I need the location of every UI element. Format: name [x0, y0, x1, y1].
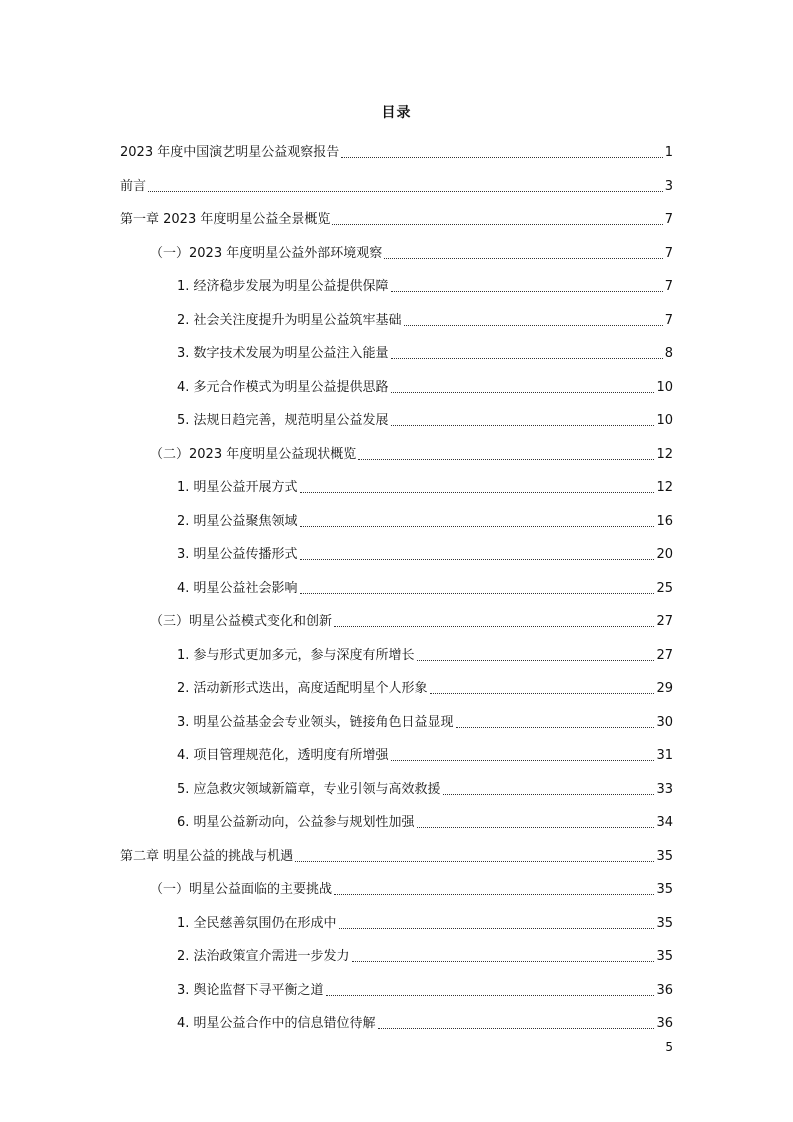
- toc-entry-label: 2. 法治政策宣介需进一步发力: [177, 949, 350, 964]
- toc-entry-subsection[interactable]: [177, 731, 673, 764]
- toc-entry-label: 第一章 2023 年度明星公益全景概览: [120, 212, 331, 227]
- toc-entry-subsection[interactable]: [177, 631, 673, 664]
- toc-entry-label: 6. 明星公益新动向，公益参与规划性加强: [177, 815, 415, 830]
- toc-entry-page: 10: [656, 413, 673, 428]
- toc-entry-page: 16: [656, 513, 673, 529]
- dot-leader: [339, 927, 655, 929]
- toc-entry-subsection[interactable]: [177, 296, 673, 329]
- toc-entry-label: 4. 项目管理规范化，透明度有所增强: [177, 748, 389, 763]
- toc-entry-page: 34: [656, 815, 673, 830]
- toc-entry-page: 35: [656, 848, 673, 864]
- toc-entry-subsection[interactable]: [177, 564, 673, 597]
- toc-entry-label: 第二章 明星公益的挑战与机遇: [120, 848, 294, 864]
- toc-entry-label: 4. 明星公益合作中的信息错位待解: [177, 1016, 376, 1031]
- toc-entry-page: 7: [664, 245, 673, 261]
- dot-leader: [417, 659, 655, 661]
- toc-entry-page: 7: [664, 279, 673, 294]
- dot-leader: [295, 860, 654, 862]
- toc-entry-label: 1. 参与形式更加多元，参与深度有所增长: [177, 647, 415, 663]
- page-number: 5: [665, 1040, 673, 1054]
- dot-leader: [334, 625, 654, 627]
- toc-entry-label: 2023 年度中国演艺明星公益观察报告: [120, 145, 340, 160]
- toc-entry-subsection[interactable]: [177, 497, 673, 530]
- toc-entry-page: 35: [656, 882, 673, 897]
- toc-entry-label: 1. 经济稳步发展为明星公益提供保障: [177, 279, 389, 294]
- toc-entry-section[interactable]: [150, 229, 673, 262]
- toc-entry-page: 27: [656, 614, 673, 629]
- toc-entry-chapter[interactable]: [120, 162, 673, 195]
- dot-leader: [300, 558, 655, 560]
- toc-entry-label: 2. 社会关注度提升为明星公益筑牢基础: [177, 312, 402, 328]
- dot-leader: [148, 190, 663, 192]
- toc-entry-subsection[interactable]: [177, 798, 673, 831]
- toc-entry-label: （一）明星公益面临的主要挑战: [150, 882, 333, 897]
- toc-entry-page: 27: [656, 647, 673, 663]
- toc-entry-subsection[interactable]: [177, 363, 673, 396]
- toc-entry-page: 33: [656, 781, 673, 797]
- toc-entry-subsection[interactable]: [177, 262, 673, 295]
- dot-leader: [443, 793, 655, 795]
- dot-leader: [300, 525, 655, 527]
- dot-leader: [300, 491, 655, 493]
- toc-entry-page: 1: [664, 145, 673, 160]
- toc-entry-page: 25: [656, 580, 673, 596]
- toc-entry-page: 10: [656, 379, 673, 395]
- toc-entry-label: 3. 数字技术发展为明星公益注入能量: [177, 346, 389, 361]
- toc-entry-page: 12: [656, 446, 673, 462]
- dot-leader: [352, 960, 655, 962]
- toc-entry-page: 7: [664, 212, 673, 227]
- toc-entry-page: 29: [656, 681, 673, 696]
- toc-entry-label: 3. 明星公益传播形式: [177, 547, 298, 562]
- dot-leader: [334, 893, 654, 895]
- toc-entry-label: （三）明星公益模式变化和创新: [150, 614, 333, 629]
- toc-entry-label: 1. 全民慈善氛围仍在形成中: [177, 915, 337, 931]
- toc-entry-page: 35: [656, 949, 673, 964]
- dot-leader: [391, 357, 663, 359]
- dot-leader: [341, 156, 663, 158]
- toc-entry-label: 3. 明星公益基金会专业领头，链接角色日益显现: [177, 714, 454, 730]
- toc-entry-subsection[interactable]: [177, 530, 673, 563]
- dot-leader: [378, 1027, 655, 1029]
- dot-leader: [391, 759, 655, 761]
- dot-leader: [300, 592, 655, 594]
- toc-entry-label: 4. 明星公益社会影响: [177, 580, 298, 596]
- dot-leader: [417, 826, 655, 828]
- toc-entry-subsection[interactable]: [177, 932, 673, 965]
- toc-entry-subsection[interactable]: [177, 966, 673, 999]
- dot-leader: [391, 424, 655, 426]
- dot-leader: [430, 692, 655, 694]
- toc-entry-page: 8: [664, 346, 673, 361]
- toc-entry-page: 30: [656, 714, 673, 730]
- toc-entry-label: （二）2023 年度明星公益现状概览: [150, 446, 357, 462]
- toc-entry-subsection[interactable]: [177, 999, 673, 1032]
- toc-entry-page: 31: [656, 748, 673, 763]
- toc-entry-label: 5. 应急救灾领域新篇章，专业引领与高效救援: [177, 781, 441, 797]
- toc-entry-page: 36: [656, 982, 673, 998]
- toc-entry-label: 3. 舆论监督下寻平衡之道: [177, 982, 324, 998]
- toc-entry-section[interactable]: [150, 597, 673, 630]
- toc-entry-page: 36: [656, 1016, 673, 1031]
- toc-entry-chapter[interactable]: [120, 832, 673, 865]
- toc-entry-subsection[interactable]: [177, 396, 673, 429]
- dot-leader: [391, 290, 663, 292]
- dot-leader: [391, 391, 655, 393]
- toc-entry-section[interactable]: [150, 865, 673, 898]
- toc-entry-subsection[interactable]: [177, 698, 673, 731]
- dot-leader: [384, 257, 663, 259]
- toc-entry-page: 12: [656, 480, 673, 495]
- toc-entry-label: 2. 明星公益聚焦领域: [177, 513, 298, 529]
- toc-title: 目录: [381, 105, 412, 121]
- toc-entry-subsection[interactable]: [177, 899, 673, 932]
- toc-entry-label: 2. 活动新形式迭出，高度适配明星个人形象: [177, 681, 428, 696]
- toc-entry-subsection[interactable]: [177, 765, 673, 798]
- toc-entry-subsection[interactable]: [177, 463, 673, 496]
- toc-entry-page: 20: [656, 547, 673, 562]
- dot-leader: [326, 994, 655, 996]
- toc-entry-label: 前言: [120, 178, 147, 194]
- toc-entry-section[interactable]: [150, 430, 673, 463]
- toc-entry-label: 4. 多元合作模式为明星公益提供思路: [177, 379, 389, 395]
- toc-entry-label: （一）2023 年度明星公益外部环境观察: [150, 245, 383, 261]
- toc-entry-subsection[interactable]: [177, 664, 673, 697]
- toc-entry-label: 1. 明星公益开展方式: [177, 480, 298, 495]
- toc-entry-chapter[interactable]: [120, 128, 673, 161]
- dot-leader: [358, 458, 654, 460]
- dot-leader: [456, 726, 655, 728]
- toc-entry-page: 3: [664, 178, 673, 194]
- toc-entry-page: 35: [656, 915, 673, 931]
- toc-entry-label: 5. 法规日趋完善，规范明星公益发展: [177, 413, 389, 428]
- toc-entry-page: 7: [664, 312, 673, 328]
- dot-leader: [404, 324, 663, 326]
- dot-leader: [332, 223, 662, 225]
- toc-entry-chapter[interactable]: [120, 195, 673, 228]
- toc-entry-subsection[interactable]: [177, 329, 673, 362]
